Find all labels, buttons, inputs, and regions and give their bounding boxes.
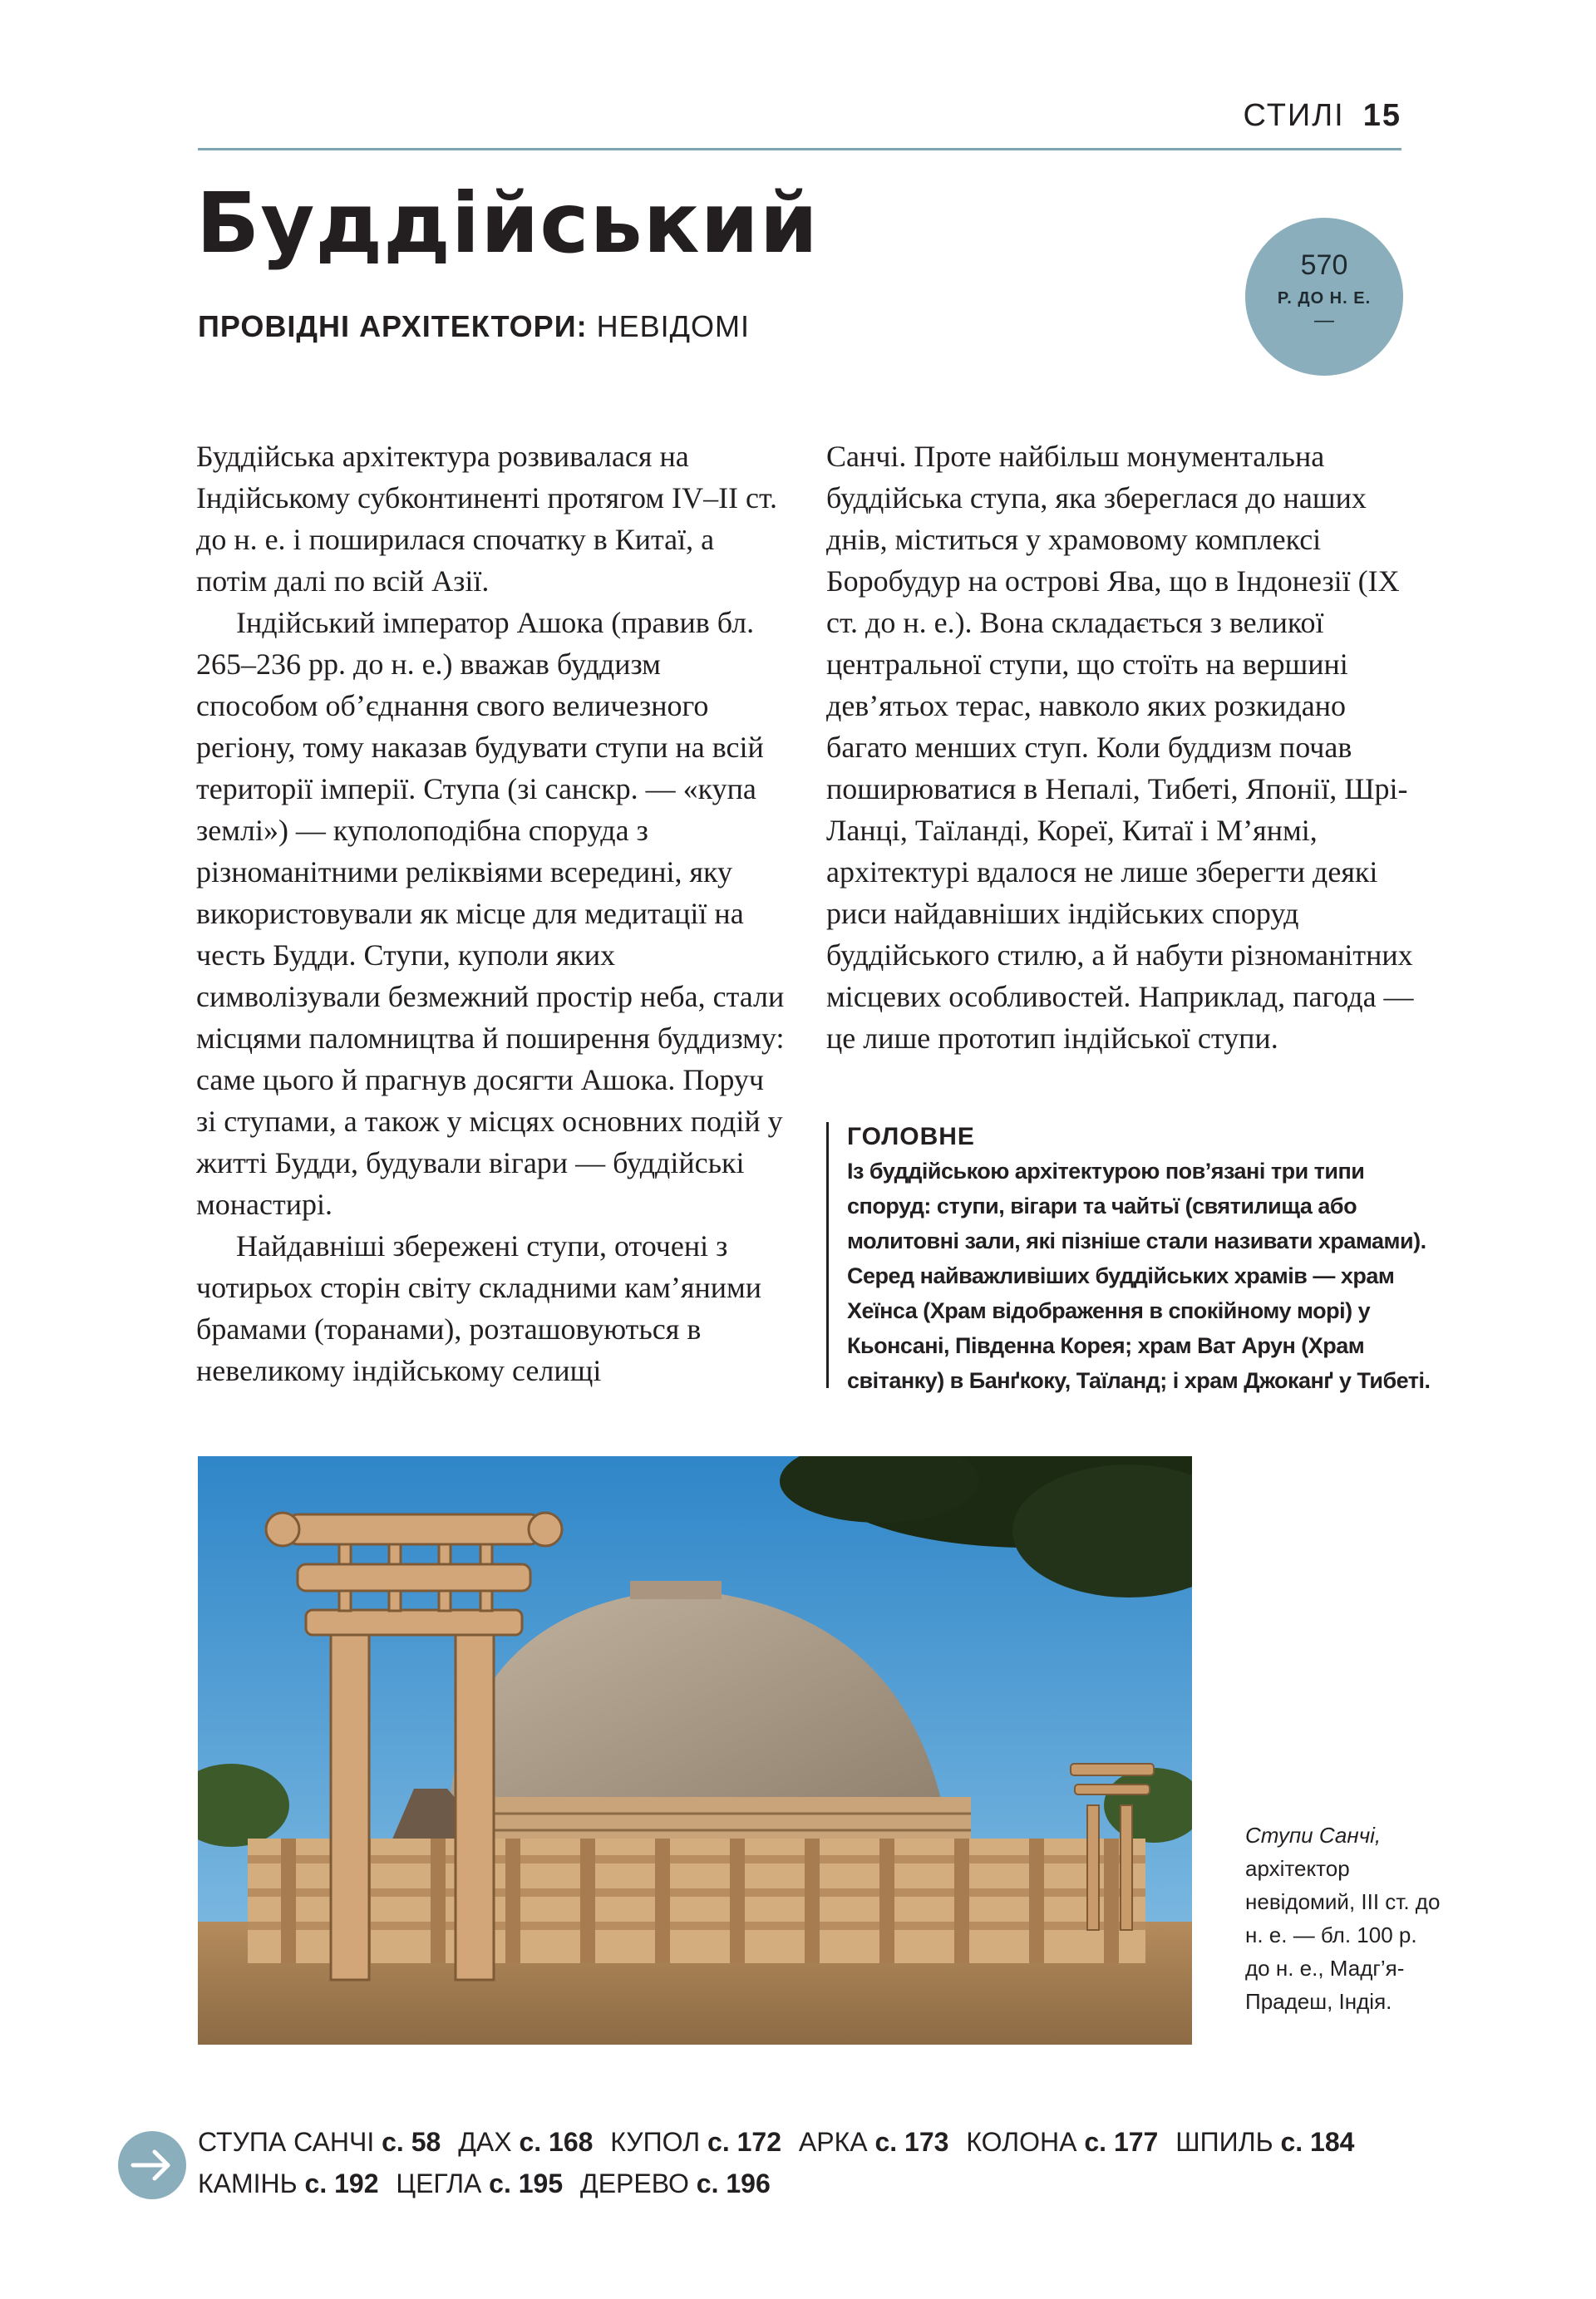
reference-link[interactable]: ШПИЛЬ с. 184 [1175, 2127, 1355, 2157]
paragraph: Індійський імператор Ашока (правив бл. 265–236 рр. до н. е.) вважав буддизм способом об’єднання свого величезного регіону, тому наказав будувати ступи на всій території імперії. Ступа (зі санскр. — «купа землі») — куполоподібна споруда з різноманітними реліквіями всередині, яку використовували як місце для медитації на честь Будди. Ступи, куполи яких символізували безмежний простір неба, стали місцями паломництва й поширення буддизму: саме цього й прагнув досягти Ашока. Поруч зі ступами, а також у місцях основних подій у житті Будди, будували вігари — буддійські монастирі. [196, 606, 785, 1221]
paragraph: Санчі. Проте найбільш монументальна буддійська ступа, яка збереглася до наших днів, міститься у храмовому комплексі Боробудур на острові Ява, що в Індонезії (IX ст. до н. е.). Вона складається з великої центральної ступи, що стоїть на вершині дев’ятьох терас, навколо яких розкидано багато менших ступ. Коли буддизм почав поширюватися в Непалі, Тибеті, Японії, Шрі-Ланці, Таїланді, Кореї, Китаї і М’янмі, архітектурі вдалося не лише зберегти деякі риси найдавніших індійських споруд буддійського стилю, а й набути різноманітних місцевих особливостей. Наприклад, пагода — це лише прототип індійської ступи. [826, 440, 1414, 1055]
reference-link[interactable]: АРКА с. 173 [798, 2127, 949, 2157]
caption-title: Ступи Санчі, [1245, 1823, 1382, 1848]
photo-caption [1245, 1819, 1445, 2018]
cross-references [198, 2121, 1445, 2204]
section-name: СТИЛІ [1243, 98, 1345, 133]
architects-value: НЕВІДОМІ [596, 309, 750, 343]
reference-link[interactable]: КУПОЛ с. 172 [610, 2127, 782, 2157]
sanchi-stupa-photo [198, 1456, 1192, 2045]
date-year: 570 [1300, 249, 1348, 281]
caption-text: архітектор невідомий, III ст. до н. е. — бл. 100 р. до н. е., Мадг’я-Прадеш, Індія. [1245, 1856, 1441, 2014]
key-points-box [826, 1122, 1446, 1393]
key-points-title: ГОЛОВНЕ [847, 1123, 975, 1150]
page-number: 15 [1362, 98, 1401, 133]
paragraph: Буддійська архітектура розвивалася на Індійському субконтиненті протягом IV–II ст. до н. е. і поширилася спочатку в Китаї, а потім далі по всій Азії. [196, 440, 778, 598]
date-dash: — [1314, 309, 1334, 332]
reference-link[interactable]: КОЛОНА с. 177 [966, 2127, 1159, 2157]
body-column-left [196, 436, 786, 1391]
reference-link[interactable]: ДЕРЕВО с. 196 [580, 2169, 771, 2198]
reference-link[interactable]: ДАХ с. 168 [458, 2127, 594, 2157]
running-head [1244, 98, 1401, 134]
reference-link[interactable]: ЦЕГЛА с. 195 [396, 2169, 564, 2198]
header-rule [198, 148, 1401, 150]
reference-link[interactable]: КАМІНЬ с. 192 [198, 2169, 379, 2198]
page-title: Буддійський [196, 175, 819, 272]
cross-reference-arrow[interactable] [118, 2131, 186, 2199]
date-era: Р. ДО Н. Е. [1277, 289, 1372, 308]
paragraph: Найдавніші збережені ступи, оточені з чотирьох сторін світу складними кам’яними брамами (торанами), розташовуються в невеликому індійському селищі [196, 1229, 762, 1387]
key-points-text: Із буддійською архітектурою пов’язані три типи споруд: ступи, вігари та чайтьї (святилища або молитовні зали, які пізніше стали називати храмами). Серед найважливіших буддійських храмів — храм Хеїнса (Храм відображення в спокійному морі) у Кьонсані, Південна Корея; храм Ват Арун (Храм світанку) в Банґкоку, Таїланд; і храм Джоканґ у Тибеті. [847, 1159, 1431, 1393]
arrow-right-icon [118, 2131, 186, 2199]
body-column-right [826, 436, 1416, 1059]
date-badge [1245, 218, 1403, 376]
architects-label: ПРОВІДНІ АРХІТЕКТОРИ: [198, 309, 588, 343]
reference-link[interactable]: СТУПА САНЧІ с. 58 [198, 2127, 441, 2157]
sanchi-stupa-illustration [198, 1456, 1192, 2045]
architects-line [198, 309, 750, 344]
